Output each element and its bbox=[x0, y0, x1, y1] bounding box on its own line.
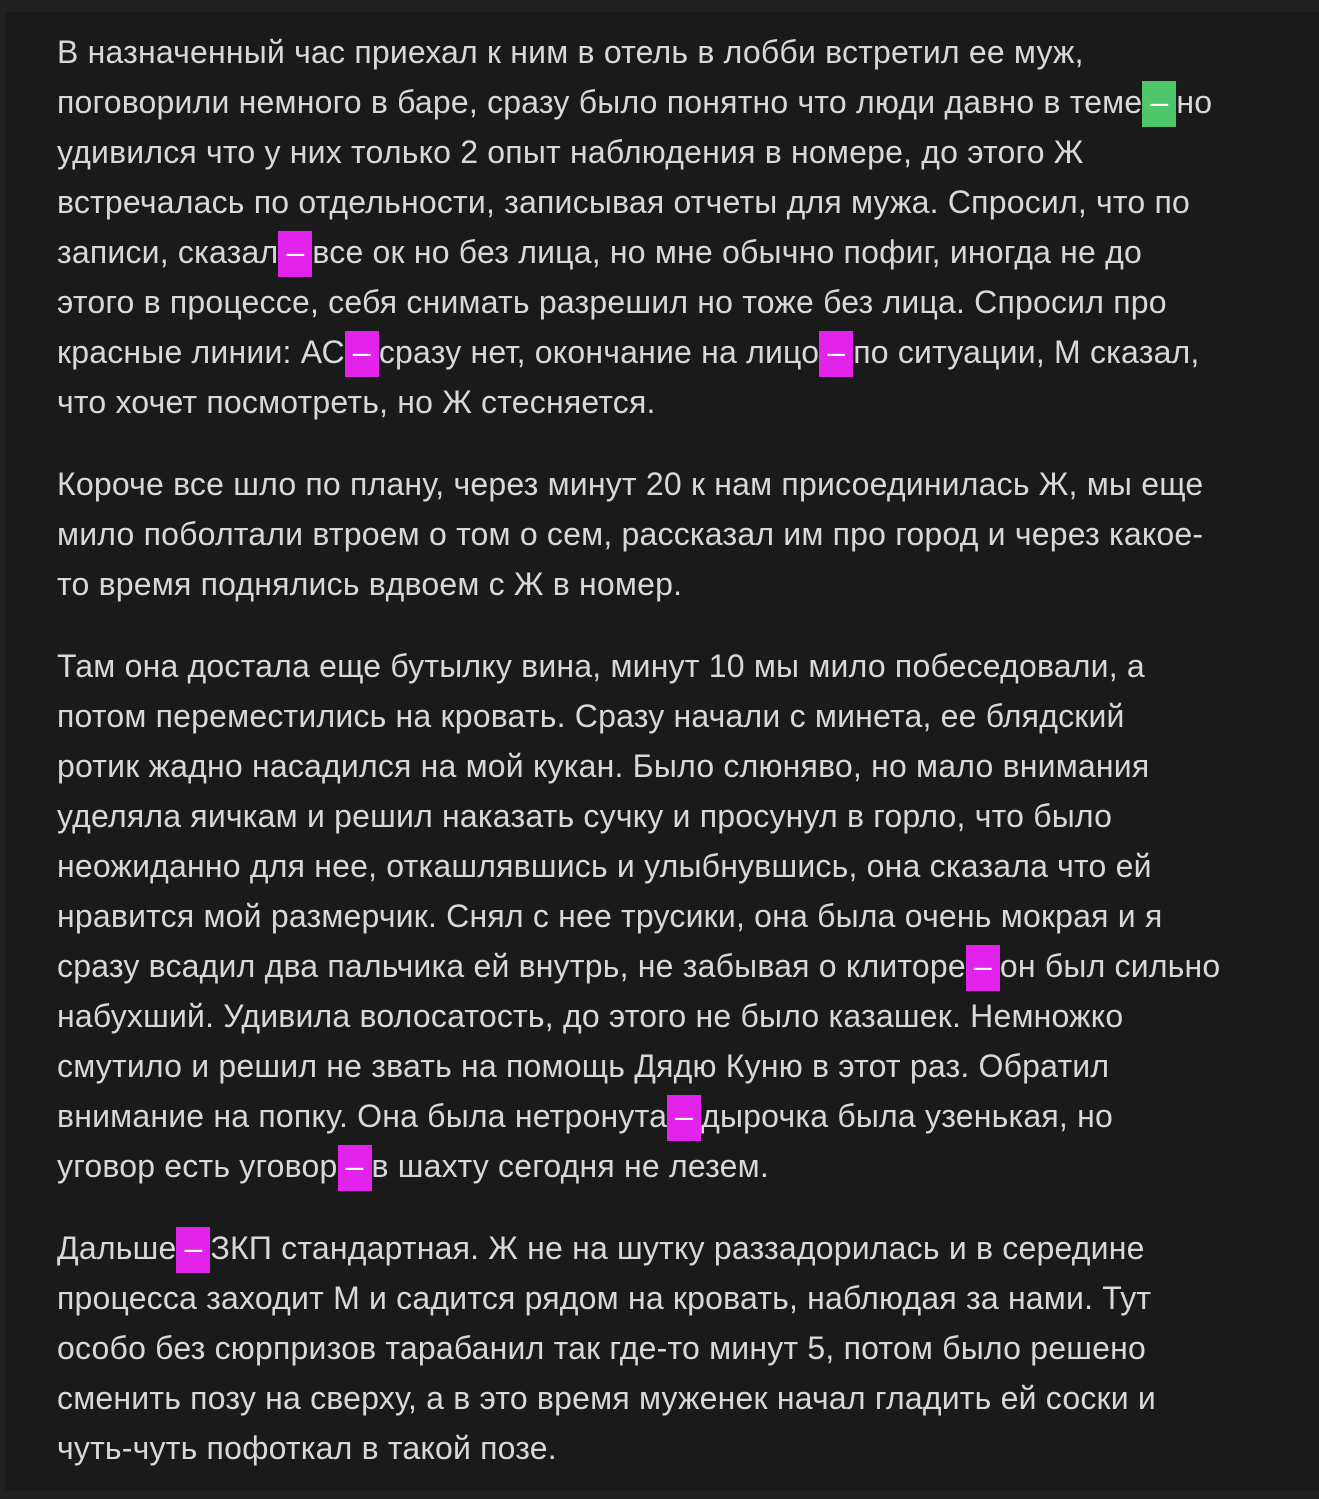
text-segment: все ок но без лица, но мне обычно пофиг, иногда не до bbox=[312, 234, 1142, 270]
text-segment: красные линии: АС bbox=[57, 334, 345, 370]
text-segment: сразу всадил два пальчика ей внутрь, не забывая о клиторе bbox=[57, 948, 966, 984]
text-line bbox=[57, 1423, 1279, 1473]
text-segment: особо без сюрпризов тарабанил так где-то минут 5, потом было решено bbox=[57, 1330, 1146, 1366]
text-line bbox=[57, 327, 1279, 377]
text-line bbox=[57, 691, 1279, 741]
text-line bbox=[57, 177, 1279, 227]
text-segment: записи, сказал bbox=[57, 234, 279, 270]
text-line bbox=[57, 77, 1279, 127]
text-segment: Короче все шло по плану, через минут 20 к нам присоединилась Ж, мы еще bbox=[57, 466, 1204, 502]
text-segment: набухший. Удивила волосатость, до этого не было казашек. Немножко bbox=[57, 998, 1124, 1034]
text-line bbox=[57, 1323, 1279, 1373]
text-line bbox=[57, 1091, 1279, 1141]
text-line bbox=[57, 791, 1279, 841]
text-line bbox=[57, 377, 1279, 427]
text-segment: сразу нет, окончание на лицо bbox=[378, 334, 820, 370]
text-line bbox=[57, 891, 1279, 941]
text-line bbox=[57, 459, 1279, 509]
text-segment: смутило и решил не звать на помощь Дядю Куню в этот раз. Обратил bbox=[57, 1048, 1110, 1084]
text-segment: он был сильно bbox=[999, 948, 1221, 984]
text-segment: ЗКП стандартная. Ж не на шутку раззадорилась и в середине bbox=[210, 1230, 1145, 1266]
text-segment: чуть-чуть пофоткал в такой позе. bbox=[57, 1430, 557, 1466]
text-segment: удивился что у них только 2 опыт наблюдения в номере, до этого Ж bbox=[57, 134, 1084, 170]
highlighted-dash-green[interactable]: – bbox=[1142, 81, 1176, 127]
post-body bbox=[5, 12, 1319, 1473]
text-line bbox=[57, 991, 1279, 1041]
text-segment: по ситуации, М сказал, bbox=[853, 334, 1200, 370]
text-line bbox=[57, 227, 1279, 277]
text-segment: сменить позу на сверху, а в это время муженек начал гладить ей соски и bbox=[57, 1380, 1156, 1416]
text-segment: уговор есть уговор bbox=[57, 1148, 338, 1184]
text-segment: уделяла яичкам и решил наказать сучку и просунул в горло, что было bbox=[57, 798, 1113, 834]
text-line bbox=[57, 941, 1279, 991]
text-line bbox=[57, 641, 1279, 691]
text-segment: то время поднялись вдвоем с Ж в номер. bbox=[57, 566, 683, 602]
text-line bbox=[57, 277, 1279, 327]
text-line bbox=[57, 559, 1279, 609]
text-segment: что хочет посмотреть, но Ж стесняется. bbox=[57, 384, 656, 420]
highlighted-dash-magenta[interactable]: – bbox=[338, 1145, 372, 1191]
paragraph bbox=[57, 459, 1279, 609]
text-segment: встречалась по отдельности, записывая отчеты для мужа. Спросил, что по bbox=[57, 184, 1190, 220]
paragraph bbox=[57, 1223, 1279, 1473]
text-line bbox=[57, 509, 1279, 559]
text-line bbox=[57, 1373, 1279, 1423]
text-segment: в шахту сегодня не лезем. bbox=[371, 1148, 769, 1184]
text-segment: Там она достала еще бутылку вина, минут 10 мы мило побеседовали, а bbox=[57, 648, 1145, 684]
text-segment: ротик жадно насадился на мой кукан. Было слюняво, но мало внимания bbox=[57, 748, 1150, 784]
text-line bbox=[57, 1273, 1279, 1323]
post-panel bbox=[5, 12, 1319, 1490]
highlighted-dash-magenta[interactable]: – bbox=[667, 1095, 701, 1141]
text-segment: поговорили немного в баре, сразу было понятно что люди давно в теме bbox=[57, 84, 1143, 120]
highlighted-dash-magenta[interactable]: – bbox=[966, 945, 1000, 991]
text-segment: мило поболтали втроем о том о сем, рассказал им про город и через какое- bbox=[57, 516, 1204, 552]
text-segment: неожиданно для нее, откашлявшись и улыбнувшись, она сказала что ей bbox=[57, 848, 1152, 884]
text-segment: этого в процессе, себя снимать разрешил но тоже без лица. Спросил про bbox=[57, 284, 1167, 320]
text-segment: процесса заходит М и садится рядом на кровать, наблюдая за нами. Тут bbox=[57, 1280, 1152, 1316]
text-line bbox=[57, 1223, 1279, 1273]
text-line bbox=[57, 741, 1279, 791]
highlighted-dash-magenta[interactable]: – bbox=[278, 231, 312, 277]
highlighted-dash-magenta[interactable]: – bbox=[819, 331, 853, 377]
paragraph bbox=[57, 641, 1279, 1191]
text-line bbox=[57, 27, 1279, 77]
text-segment: Дальше bbox=[57, 1230, 177, 1266]
text-line bbox=[57, 127, 1279, 177]
text-line bbox=[57, 1041, 1279, 1091]
text-segment: В назначенный час приехал к ним в отель в лобби встретил ее муж, bbox=[57, 34, 1084, 70]
text-line bbox=[57, 1141, 1279, 1191]
highlighted-dash-magenta[interactable]: – bbox=[345, 331, 379, 377]
text-segment: внимание на попку. Она была нетронута bbox=[57, 1098, 668, 1134]
text-line bbox=[57, 841, 1279, 891]
text-segment: потом переместились на кровать. Сразу начали с минета, ее блядский bbox=[57, 698, 1125, 734]
paragraph bbox=[57, 27, 1279, 427]
highlighted-dash-magenta[interactable]: – bbox=[176, 1227, 210, 1273]
text-segment: дырочка была узенькая, но bbox=[701, 1098, 1113, 1134]
text-segment: нравится мой размерчик. Снял с нее трусики, она была очень мокрая и я bbox=[57, 898, 1163, 934]
text-segment: но bbox=[1176, 84, 1213, 120]
